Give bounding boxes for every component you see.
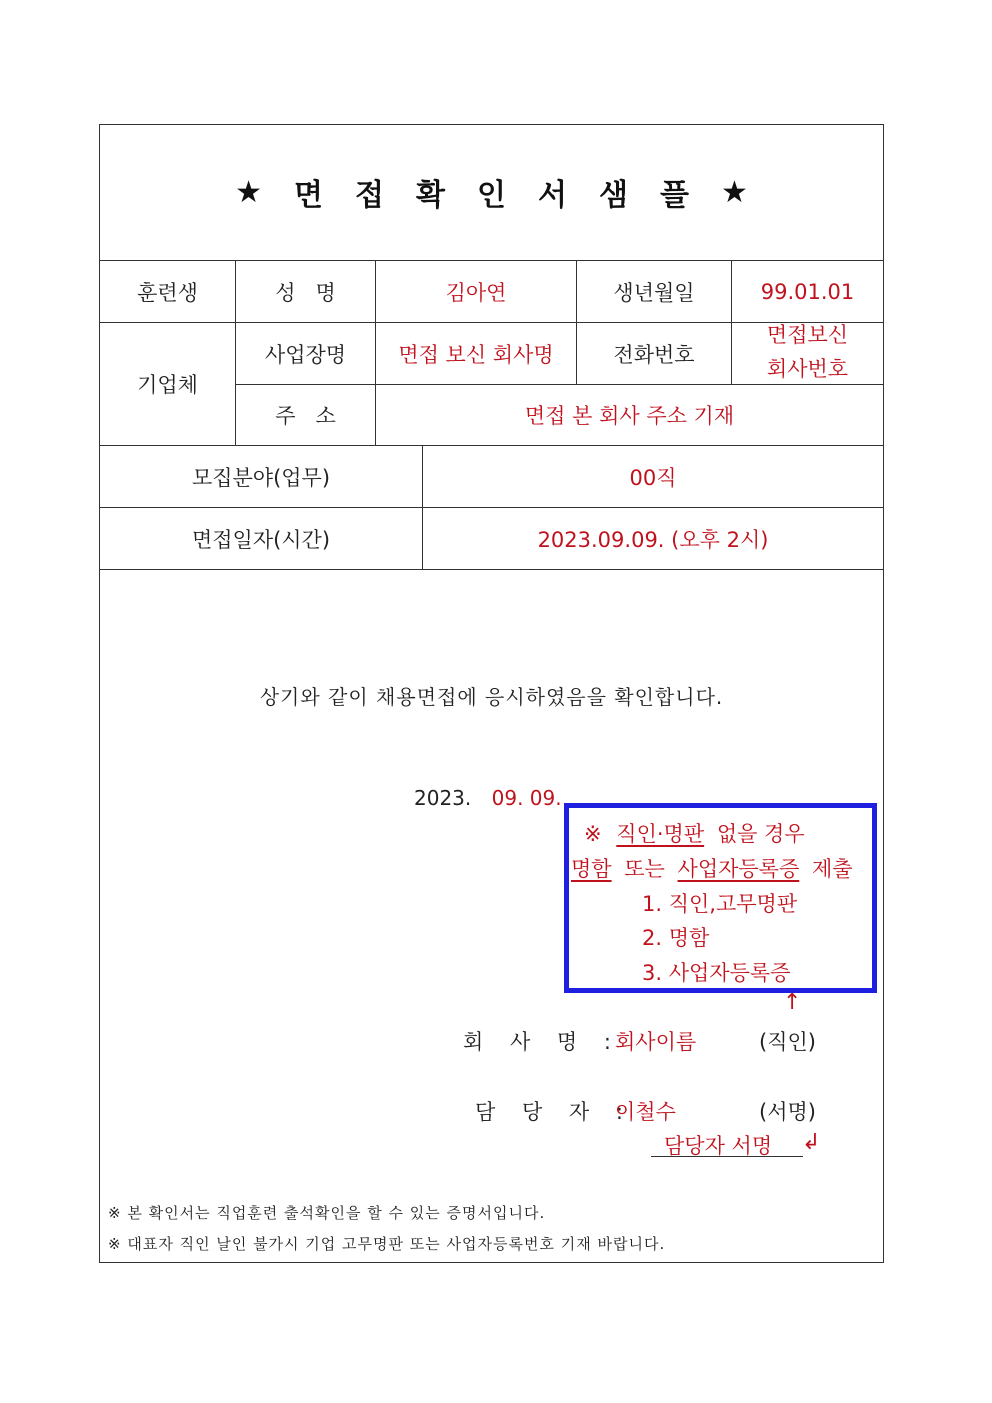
- title-char: 접: [355, 178, 385, 213]
- star-icon: ★: [720, 174, 748, 210]
- footnote: ※ 본 확인서는 직업훈련 출석확인을 할 수 있는 증명서입니다.: [108, 1204, 546, 1222]
- phone-value: [732, 319, 883, 384]
- title-char: 면: [294, 178, 324, 213]
- birth-value: 99.01.01: [760, 279, 855, 304]
- confirmation-form: [99, 124, 884, 1263]
- manager-sign-hint: 담당자 서명: [664, 1134, 773, 1158]
- notice-line: [584, 818, 805, 848]
- notice-or: 또는: [624, 857, 665, 881]
- company-name-label: 회 사 명 :: [463, 1030, 621, 1054]
- footnote: ※ 대표자 직인 날인 불가시 기업 고무명판 또는 사업자등록번호 기재 바랍니다.: [108, 1235, 666, 1253]
- notice-submit: 제출: [811, 857, 853, 881]
- interview-value: 2023.09.09. (오후 2시): [537, 527, 769, 552]
- notice-registration: 사업자등록증: [677, 857, 800, 881]
- phone-value-line: 회사번호: [766, 356, 849, 381]
- date-month-day: 09. 09.: [491, 786, 562, 810]
- table-line: [100, 569, 883, 570]
- recruit-value: 00직: [629, 465, 677, 490]
- birth-label: 생년월일: [613, 280, 695, 305]
- phone-value-line: 면접보신: [766, 322, 849, 347]
- notice-card: 명함: [571, 857, 612, 881]
- manager-value: 이철수: [615, 1100, 676, 1124]
- title-char: 확: [416, 178, 445, 213]
- reference-mark: ※: [584, 822, 602, 846]
- title-char: 플: [659, 178, 689, 213]
- address-label: 주 소: [275, 404, 336, 428]
- confirmation-statement: 상기와 같이 채용면접에 응시하였음을 확인합니다.: [259, 685, 724, 709]
- notice-line: [571, 853, 853, 883]
- notice-item: 1. 직인,고무명판: [642, 892, 798, 916]
- star-icon: ★: [235, 174, 263, 210]
- workplace-label: 사업장명: [264, 342, 347, 367]
- recruit-label: 모집분야(업무): [191, 465, 331, 490]
- return-arrow-icon: ↲: [802, 1130, 821, 1155]
- interview-label: 면접일자(시간): [191, 527, 331, 552]
- form-title: [100, 125, 883, 259]
- address-value: 면접 본 회사 주소 기재: [524, 404, 735, 428]
- manager-label: 담 당 자 :: [475, 1100, 633, 1124]
- confirmation-date: [414, 786, 562, 810]
- notice-condition: 없을 경우: [716, 822, 805, 846]
- seal-placeholder: (직인): [759, 1030, 816, 1054]
- workplace-value: 면접 보신 회사명: [398, 342, 554, 367]
- title-char: 샘: [598, 178, 628, 213]
- name-value: 김아연: [445, 280, 507, 305]
- arrow-up-icon: ↑: [783, 990, 802, 1015]
- notice-seal-text: 직인·명판: [616, 822, 705, 846]
- date-year: 2023.: [414, 786, 472, 810]
- company-label: 기업체: [137, 373, 198, 397]
- notice-item: 2. 명함: [642, 926, 710, 950]
- title-char: 인: [477, 178, 506, 213]
- title-char: 서: [537, 178, 567, 213]
- signature-placeholder: (서명): [759, 1100, 816, 1124]
- trainee-label: 훈련생: [137, 280, 198, 305]
- phone-label: 전화번호: [613, 342, 695, 367]
- name-label: 성 명: [275, 280, 336, 305]
- company-name-value: 회사이름: [615, 1030, 697, 1054]
- notice-item: 3. 사업자등록증: [642, 961, 791, 985]
- signature-line: [651, 1156, 803, 1157]
